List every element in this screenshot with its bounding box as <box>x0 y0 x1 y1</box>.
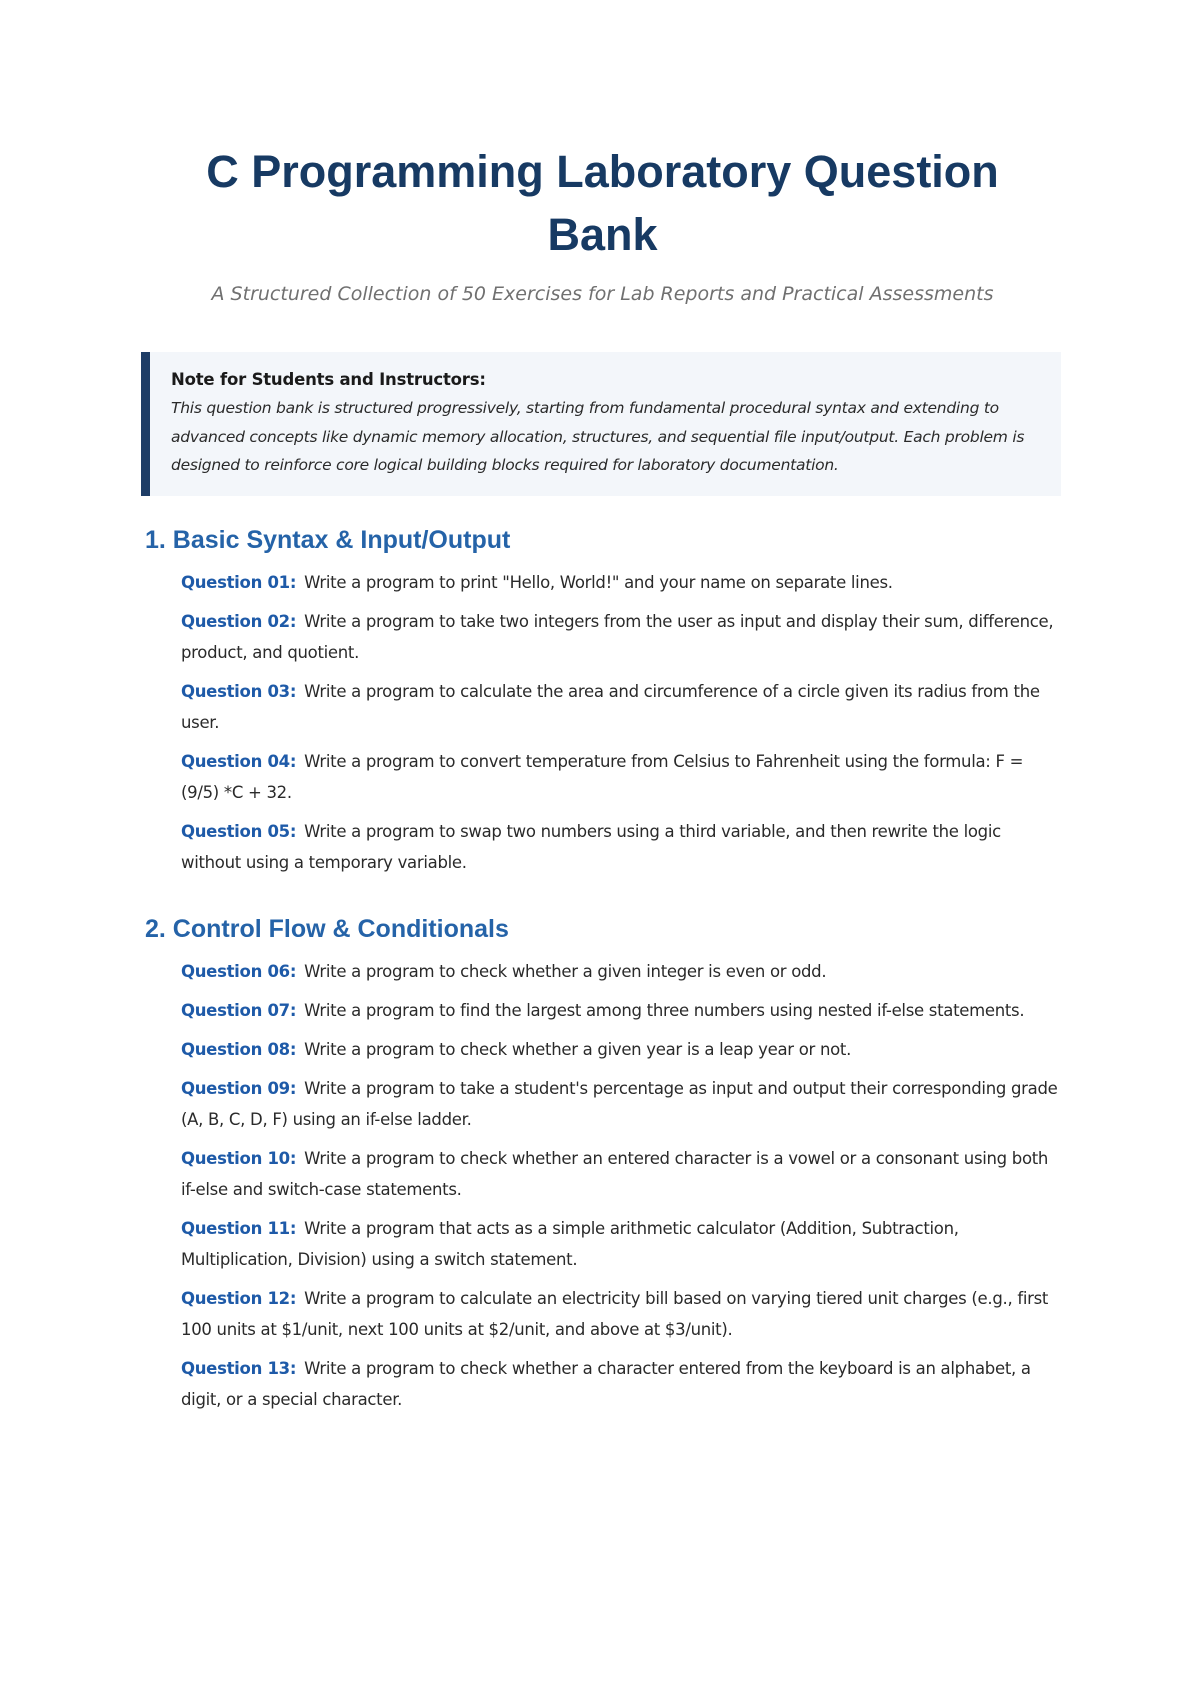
question-label: Question 11: <box>181 1218 297 1238</box>
question-text: Write a program to swap two numbers using a third variable, and then rewrite the logic without using a temporary variable. <box>181 821 1001 872</box>
question-text: Write a program to calculate the area and circumference of a circle given its radius from the user. <box>181 681 1040 732</box>
question-text: Write a program to take two integers from the user as input and display their sum, difference, product, and quotient. <box>181 611 1054 662</box>
question-item <box>181 1034 1060 1065</box>
question-text: Write a program to check whether an entered character is a vowel or a consonant using both if-else and switch-case statements. <box>181 1148 1049 1199</box>
question-item <box>181 567 1060 598</box>
question-text: Write a program to convert temperature from Celsius to Fahrenheit using the formula: F = (9/5) *C + 32. <box>181 751 1024 802</box>
question-list <box>145 567 1060 878</box>
question-item <box>181 1213 1060 1275</box>
question-text: Write a program to check whether a given year is a leap year or not. <box>304 1039 852 1059</box>
section-heading: 1. Basic Syntax & Input/Output <box>145 525 511 554</box>
question-item <box>181 1143 1060 1205</box>
question-item <box>181 995 1060 1026</box>
document-subtitle: A Structured Collection of 50 Exercises for Lab Reports and Practical Assessments <box>211 283 994 305</box>
question-label: Question 09: <box>181 1078 297 1098</box>
question-text: Write a program to check whether a given integer is even or odd. <box>304 961 827 981</box>
section-control-flow <box>145 912 1060 1415</box>
question-text: Write a program to check whether a character entered from the keyboard is an alphabet, a digit, or a special character. <box>181 1358 1031 1409</box>
question-label: Question 10: <box>181 1148 297 1168</box>
note-callout <box>141 352 1061 496</box>
question-item <box>181 1283 1060 1345</box>
question-item <box>181 956 1060 987</box>
question-label: Question 07: <box>181 1000 297 1020</box>
question-label: Question 13: <box>181 1358 297 1378</box>
question-item <box>181 1073 1060 1135</box>
question-list <box>145 956 1060 1415</box>
section-basic-syntax <box>145 523 1060 878</box>
question-text: Write a program to take a student's percentage as input and output their corresponding grade (A, B, C, D, F) using an if-else ladder. <box>181 1078 1058 1129</box>
question-label: Question 06: <box>181 961 297 981</box>
question-label: Question 08: <box>181 1039 297 1059</box>
question-item <box>181 606 1060 668</box>
question-item <box>181 1353 1060 1415</box>
question-label: Question 05: <box>181 821 297 841</box>
question-label: Question 03: <box>181 681 297 701</box>
document-page <box>145 140 1060 1423</box>
document-title: C Programming Laboratory Question Bank <box>206 146 999 260</box>
question-label: Question 02: <box>181 611 297 631</box>
question-label: Question 12: <box>181 1288 297 1308</box>
note-body: This question bank is structured progressively, starting from fundamental procedural syntax and extending to advanced concepts like dynamic memory allocation, structures, and sequential file input/output. Each problem is designed to reinforce core logical building blocks required for laboratory documentation. <box>171 399 1025 474</box>
question-label: Question 04: <box>181 751 297 771</box>
section-heading: 2. Control Flow & Conditionals <box>145 914 509 943</box>
question-text: Write a program to calculate an electricity bill based on varying tiered unit charges (e.g., first 100 units at $1/unit, next 100 units at $2/unit, and above at $3/unit). <box>181 1288 1049 1339</box>
question-item <box>181 676 1060 738</box>
question-text: Write a program to print "Hello, World!" and your name on separate lines. <box>304 572 893 592</box>
question-label: Question 01: <box>181 572 297 592</box>
question-item <box>181 816 1060 878</box>
note-title: Note for Students and Instructors: <box>171 370 486 389</box>
question-item <box>181 746 1060 808</box>
question-text: Write a program that acts as a simple arithmetic calculator (Addition, Subtraction, Multiplication, Division) using a switch statement. <box>181 1218 959 1269</box>
question-text: Write a program to find the largest among three numbers using nested if-else statements. <box>304 1000 1025 1020</box>
